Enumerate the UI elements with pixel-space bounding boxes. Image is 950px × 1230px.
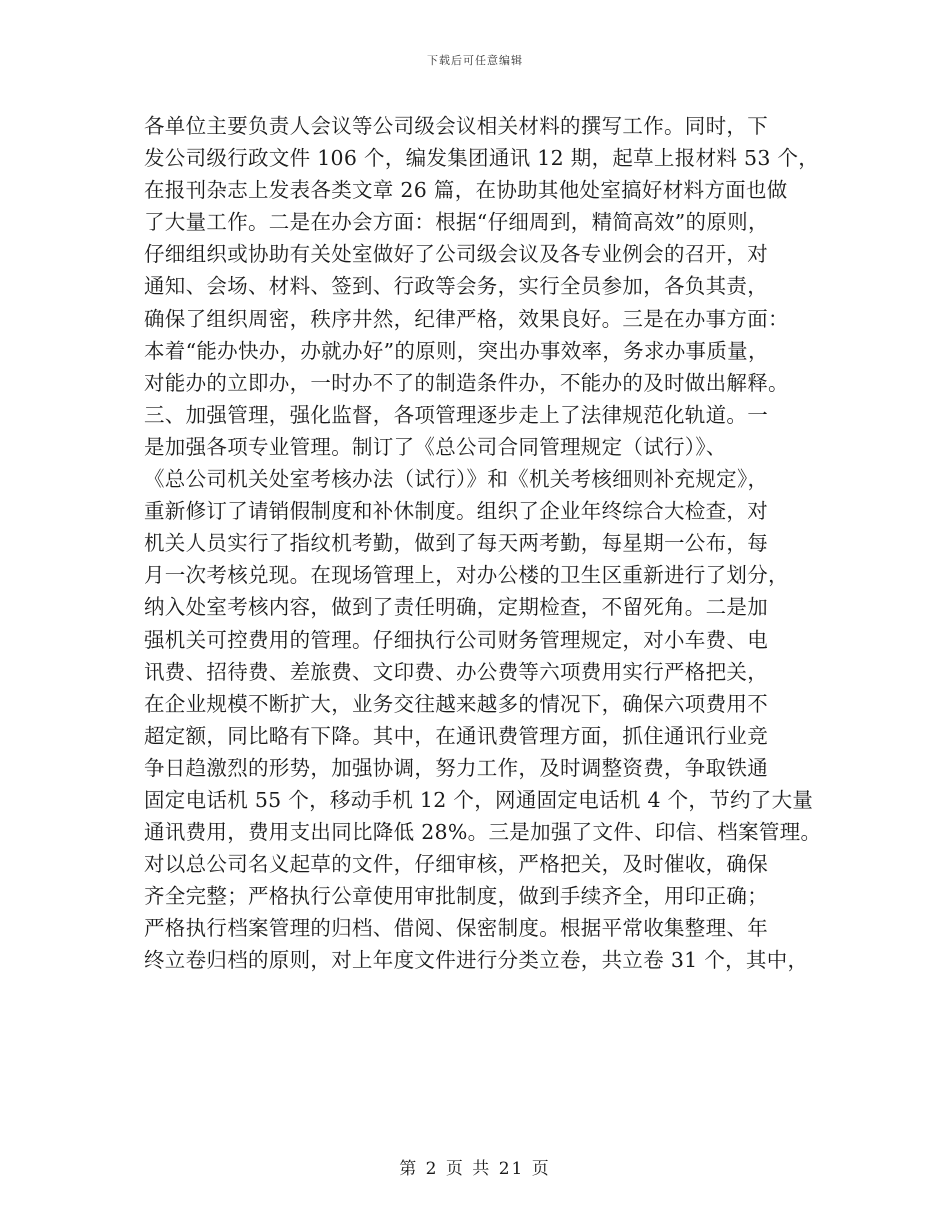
- body-line: 确保了组织周密，秩序井然，纪律严格，效果良好。三是在办事方面：: [144, 306, 789, 331]
- body-line: 是加强各项专业管理。制订了《总公司合同管理规定（试行）》、: [144, 434, 727, 459]
- body-line: 严格执行档案管理的归档、借阅、保密制度。根据平常收集整理、年: [144, 916, 768, 941]
- body-line: 各单位主要负责人会议等公司级会议相关材料的撰写工作。同时，下: [144, 114, 768, 138]
- body-line: 齐全完整；严格执行公章使用审批制度，做到手续齐全，用印正确；: [144, 884, 768, 909]
- body-line: 强机关可控费用的管理。仔细执行公司财务管理规定，对小车费、电: [144, 627, 768, 652]
- body-line: 在企业规模不断扩大，业务交往越来越多的情况下，确保六项费用不: [144, 691, 768, 716]
- body-line: 机关人员实行了指纹机考勤，做到了每天两考勤，每星期一公布，每: [144, 531, 768, 556]
- body-line: 三、加强管理，强化监督，各项管理逐步走上了法律规范化轨道。一: [144, 402, 768, 427]
- body-line: 终立卷归档的原则，对上年度文件进行分类立卷，共立卷 31 个，其中，: [144, 948, 809, 973]
- body-line: 讯费、招待费、差旅费、文印费、办公费等六项费用实行严格把关，: [144, 659, 768, 684]
- body-line: 对以总公司名义起草的文件，仔细审核，严格把关，及时催收，确保: [144, 852, 768, 877]
- body-line: 在报刊杂志上发表各类文章 26 篇，在协助其他处室搞好材料方面也做: [144, 178, 788, 203]
- body-line: 月一次考核兑现。在现场管理上，对办公楼的卫生区重新进行了划分，: [144, 563, 789, 588]
- body-line: 发公司级行政文件 106 个，编发集团通讯 12 期，起草上报材料 53 个，: [144, 146, 820, 171]
- body-line: 固定电话机 55 个，移动手机 12 个，网通固定电话机 4 个，节约了大量: [144, 787, 814, 812]
- body-line: 仔细组织或协助有关处室做好了公司级会议及各专业例会的召开，对: [144, 242, 768, 267]
- document-body: [144, 110, 844, 977]
- body-line: 本着“能办快办，办就办好”的原则，突出办事效率，务求办事质量，: [144, 338, 769, 363]
- body-line: 对能办的立即办，一时办不了的制造条件办，不能办的及时做出解释。: [144, 370, 789, 395]
- page-footer: 第 2 页 共 21 页: [399, 1159, 551, 1179]
- body-line: 通知、会场、材料、签到、行政等会务，实行全员参加，各负其责，: [144, 274, 768, 299]
- body-line: 重新修订了请销假制度和补休制度。组织了企业年终综合大检查，对: [144, 499, 768, 524]
- body-line: 《总公司机关处室考核办法（试行）》和《机关考核细则补充规定》，: [144, 467, 769, 492]
- body-line: 了大量工作。二是在办会方面：根据“仔细周到，精简高效”的原则，: [144, 210, 769, 235]
- page-header: 下载后可任意编辑: [427, 54, 523, 67]
- body-line: 通讯费用，费用支出同比降低 28%。三是加强了文件、印信、档案管理。: [144, 820, 822, 845]
- body-line: 超定额，同比略有下降。其中，在通讯费管理方面，抓住通讯行业竞: [144, 723, 768, 748]
- body-line: 纳入处室考核内容，做到了责任明确，定期检查，不留死角。二是加: [144, 595, 768, 620]
- body-line: 争日趋激烈的形势，加强协调，努力工作，及时调整资费，争取铁通: [144, 755, 768, 780]
